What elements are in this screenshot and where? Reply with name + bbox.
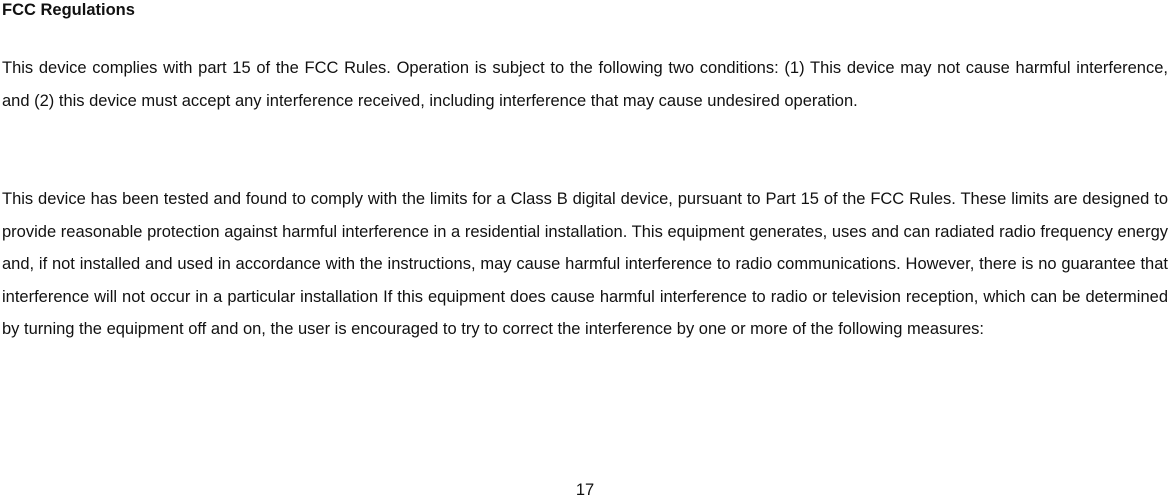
section-heading: FCC Regulations — [2, 1, 135, 19]
page-number: 17 — [575, 481, 595, 498]
paragraph-class-b-limits: This device has been tested and found to comply with the limits for a Class B digital device, pursuant to Part 15 of the FCC Rules. These limits are designed to provide reasonable protection against harmful interference in a residential installation. This equipment generates, uses and can radiated radio frequency energy and, if not installed and used in accordance with the instructions, may cause harmful interference to radio communications. However, there is no guarantee that interference will not occur in a particular installation If this equipment does cause harmful interference to radio or television reception, which can be determined by turning the equipment off and on, the user is encouraged to try to correct the interference by one or more of the following measures: — [2, 190, 1168, 338]
paragraph-compliance-conditions: This device complies with part 15 of the FCC Rules. Operation is subject to the following two conditions: (1) This device may not cause harmful interference, and (2) this device must accept any interference received, including interference that may cause undesired operation. — [2, 59, 1168, 110]
